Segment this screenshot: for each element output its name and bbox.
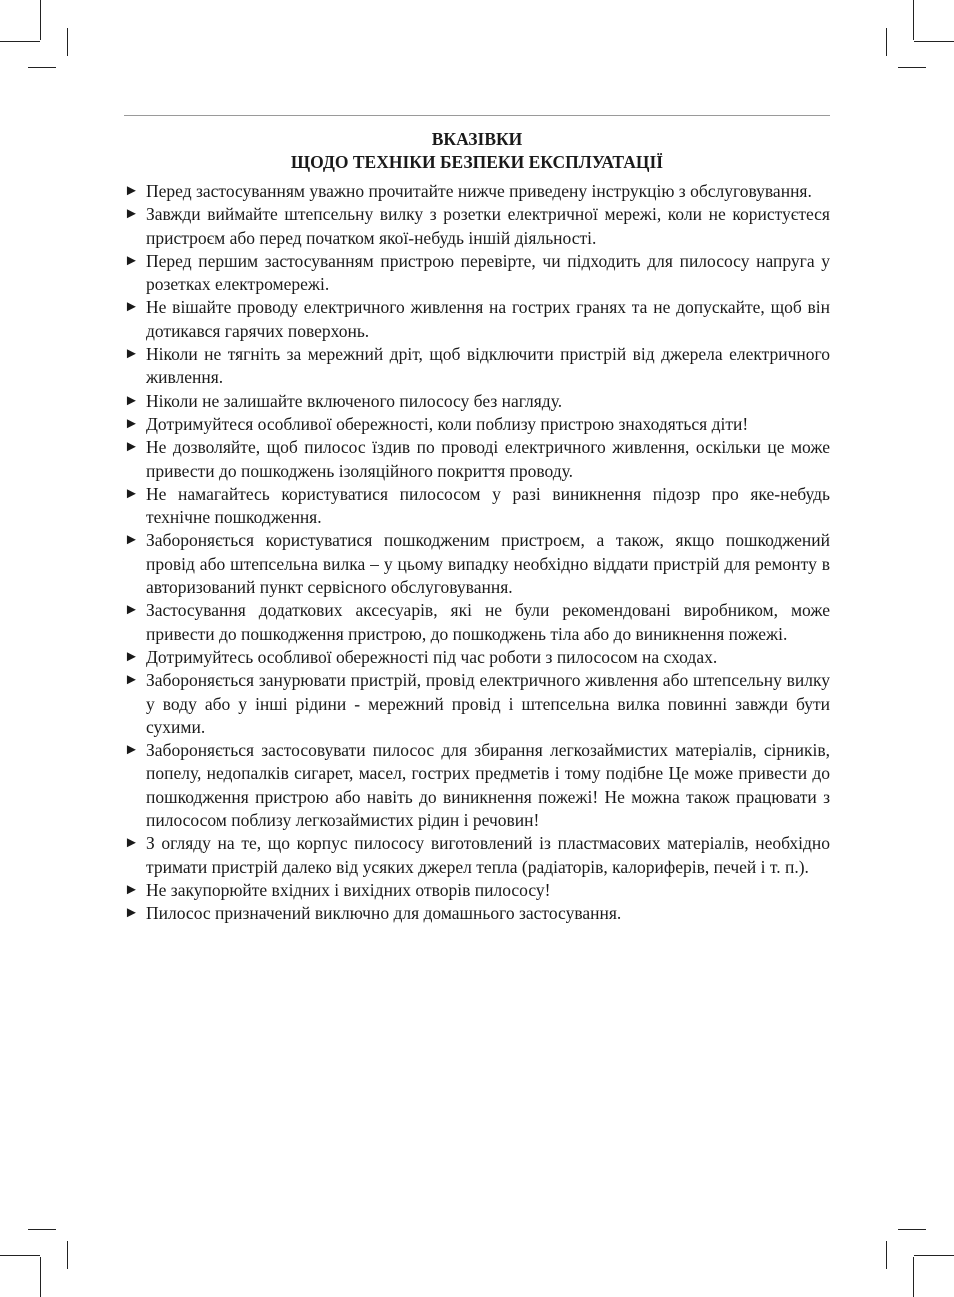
- list-item-text: Дотримуйтесь особливої обережності під час роботи з пилососом на сходах.: [146, 646, 718, 667]
- list-item-text: Забороняється занурювати пристрій, провід електричного живлення або штепсельну вилку у воду або у інші рідини - мережний провід і штепсельна вилка повинні завжди бути сухими.: [146, 670, 830, 737]
- crop-mark: [67, 28, 68, 56]
- list-item: [124, 599, 830, 646]
- list-item: [124, 832, 830, 879]
- title-line-2: ЩОДО ТЕХНІКИ БЕЗПЕКИ ЕКСПЛУАТАЦІЇ: [290, 152, 664, 172]
- list-item-text: Пилосос призначений виключно для домашнього застосування.: [146, 903, 622, 924]
- list-item-text: Забороняється застосовувати пилосос для збирання легкозаймистих матеріалів, сірників, попелу, недопалків сигарет, масел, гострих предметів і тому подібне Це може привести до пошкодження пристрою або навіть до виникнення пожежі! Не можна також працювати з пилососом поблизу легкозаймистих рідин і речовин!: [146, 740, 830, 831]
- list-item-text: Завжди виймайте штепсельну вилку з розетки електричної мережі, коли не користуєтеся пристроєм або перед початком якої-небудь іншій діяльності.: [146, 204, 830, 248]
- crop-mark: [914, 41, 954, 42]
- title-line-1: ВКАЗІВКИ: [431, 129, 523, 149]
- list-item: [124, 529, 830, 599]
- list-item: [124, 669, 830, 739]
- safety-instructions: [124, 128, 830, 926]
- header-rule: [124, 115, 830, 116]
- list-item: [124, 646, 830, 669]
- list-item: [124, 250, 830, 297]
- list-item: [124, 436, 830, 483]
- crop-mark: [913, 1257, 914, 1297]
- list-item: [124, 203, 830, 250]
- arrow-bullet-icon: ►: [124, 742, 139, 759]
- list-item: [124, 483, 830, 530]
- list-item-text: Перед першим застосуванням пристрою перевірте, чи підходить для пилососу напруга у розетках електромережі.: [146, 250, 830, 295]
- crop-mark: [914, 1255, 954, 1256]
- arrow-bullet-icon: ►: [124, 206, 139, 223]
- crop-mark: [28, 1229, 56, 1230]
- list-item: [124, 180, 830, 203]
- instruction-list: [124, 180, 830, 926]
- crop-mark: [67, 1241, 68, 1269]
- list-item-text: Перед застосуванням уважно прочитайте нижче приведену інструкцію з обслуговування.: [146, 181, 812, 201]
- crop-mark: [898, 67, 926, 68]
- arrow-bullet-icon: ►: [124, 532, 139, 549]
- list-item-text: Не дозволяйте, щоб пилосос їздив по проводі електричного живлення, оскільки це може привести до пошкоджень ізоляційного покриття проводу.: [146, 437, 830, 481]
- list-item-text: Застосування додаткових аксесуарів, які не були рекомендовані виробником, може привести до пошкодження пристрою, до пошкоджень тіла або до виникнення пожежі.: [146, 600, 830, 644]
- list-item: [124, 296, 830, 343]
- arrow-bullet-icon: ►: [124, 299, 139, 316]
- arrow-bullet-icon: ►: [124, 415, 139, 432]
- arrow-bullet-icon: ►: [124, 346, 139, 363]
- list-item: [124, 902, 830, 925]
- list-item-text: Дотримуйтеся особливої обережності, коли поблизу пристрою знаходяться діти!: [146, 413, 749, 434]
- arrow-bullet-icon: ►: [124, 392, 139, 409]
- list-item-text: Не вішайте проводу електричного живлення на гострих гранях та не допускайте, щоб він дотикався гарячих поверхонь.: [146, 297, 830, 341]
- crop-mark: [28, 67, 56, 68]
- arrow-bullet-icon: ►: [124, 439, 139, 456]
- crop-mark: [40, 1257, 41, 1297]
- list-item-text: Ніколи не тягніть за мережний дріт, щоб відключити пристрій від джерела електричного живлення.: [146, 344, 830, 388]
- arrow-bullet-icon: ►: [124, 252, 139, 269]
- list-item-text: З огляду на те, що корпус пилососу виготовлений із пластмасових матеріалів, необхідно тримати пристрій далеко від усяких джерел тепла (радіаторів, калориферів, печей і т. п.).: [146, 833, 830, 877]
- list-item: [124, 739, 830, 832]
- list-item-text: Забороняється користуватися пошкодженим пристроєм, а також, якщо пошкоджений провід або штепсельна вилка – у цьому випадку необхідно віддати пристрій для ремонту в авторизований пункт сервісного обслуговування.: [146, 530, 830, 598]
- list-item: [124, 879, 830, 902]
- arrow-bullet-icon: ►: [124, 485, 139, 502]
- list-item: [124, 390, 830, 413]
- list-item: [124, 413, 830, 436]
- list-item-text: Не закупорюйте вхідних і вихідних отворів пилососу!: [146, 879, 551, 900]
- crop-mark: [0, 1255, 40, 1256]
- list-item-text: Ніколи не залишайте включеного пилососу без нагляду.: [146, 390, 563, 411]
- arrow-bullet-icon: ►: [124, 672, 139, 689]
- arrow-bullet-icon: ►: [124, 183, 139, 199]
- arrow-bullet-icon: ►: [124, 835, 139, 852]
- arrow-bullet-icon: ►: [124, 881, 139, 898]
- crop-mark: [886, 28, 887, 56]
- crop-mark: [40, 0, 41, 40]
- arrow-bullet-icon: ►: [124, 648, 139, 665]
- crop-mark: [0, 41, 40, 42]
- list-item: [124, 343, 830, 390]
- crop-mark: [886, 1241, 887, 1269]
- crop-mark: [898, 1229, 926, 1230]
- crop-mark: [913, 0, 914, 40]
- arrow-bullet-icon: ►: [124, 602, 139, 619]
- arrow-bullet-icon: ►: [124, 905, 139, 922]
- list-item-text: Не намагайтесь користуватися пилососом у разі виникнення підозр про яке-небудь технічне пошкодження.: [146, 483, 830, 528]
- page-title: [124, 128, 830, 174]
